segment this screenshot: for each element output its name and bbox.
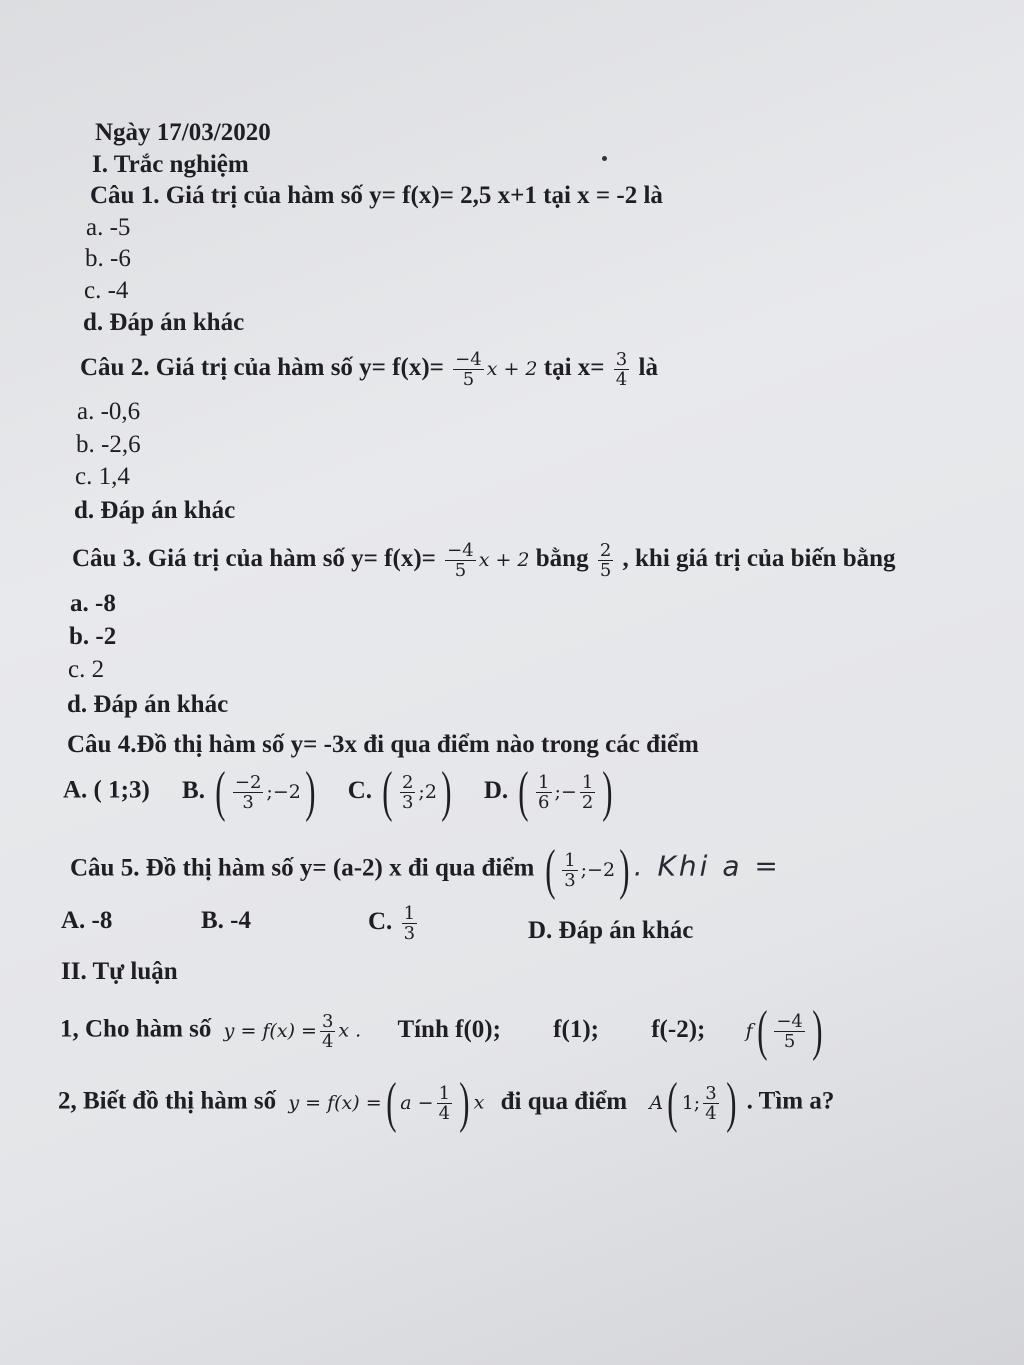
fraction-numerator: 1 [538,771,550,793]
fraction-denominator: 4 [615,369,628,390]
fraction-numerator: 1 [403,903,416,924]
fraction-numerator: 2 [599,540,612,561]
question-5-point: ( $\frac{1}{3}$ ;−2 ) [544,839,630,901]
fraction-denominator: 4 [705,1102,717,1124]
fraction-numerator: −2 [234,771,262,793]
question-2-x-value [614,350,629,389]
question-5-option-b: B. -4 [201,907,251,934]
point-first: 1; [681,1092,701,1114]
question-3-option-a: a. -8 [70,590,116,617]
fraction-denominator: 5 [599,560,612,581]
ink-dot [602,156,607,161]
question-1-option-a: a. -5 [86,214,131,241]
question-4-option-d-label: D. [483,776,509,804]
fraction-numerator: −4 [455,349,482,370]
point-fraction [580,773,595,812]
question-2-option-d: d. Đáp án khác [74,497,236,524]
date-line: Ngày 17/03/2020 [95,119,271,146]
fraction-numerator: 1 [564,849,576,871]
fraction-numerator: 1 [438,1082,451,1104]
fraction-denominator: 3 [564,869,576,891]
exercise-1-prefix: 1, Cho hàm số [60,1015,212,1043]
point-fraction [562,851,577,890]
question-4-option-a: A. ( 1;3) [63,776,150,804]
exercise-1 [60,1000,827,1062]
fraction-denominator: 5 [783,1030,796,1052]
coefficient-a-minus: a − [400,1092,434,1114]
question-4-option-d-point: ( $\frac{1}{6}$ ;− $\frac{1}{2}$ ) [518,761,613,823]
question-3-option-c: c. 2 [68,656,105,683]
question-4-option-b-point: ( $\frac{-2}{3}$ ;−2 ) [215,761,316,823]
question-4-option-c-label: C. [347,776,373,804]
fraction-numerator: 2 [401,771,414,793]
exercise-1-formula: y = f(x) = [223,1019,317,1042]
question-5-text [70,839,781,901]
fraction-numerator: 3 [615,349,628,370]
question-5-option-c-fraction [402,904,417,943]
exercise-2 [58,1072,835,1134]
exercise-2-end: . Tìm a? [746,1087,835,1115]
exercise-1-compute-f1: f(1); [553,1015,599,1043]
question-3-option-b: b. -2 [69,623,117,650]
point-fraction [233,773,264,812]
question-1-option-c: c. -4 [84,277,129,304]
fraction-denominator: 5 [462,369,475,390]
argument-fraction [774,1012,805,1051]
question-3-tail: x + 2 [478,549,530,572]
question-1-option-d: d. Đáp án khác [83,309,245,336]
fraction-denominator: 2 [581,791,594,813]
exercise-2-mid: đi qua điểm [500,1087,628,1115]
fraction-numerator: −4 [447,540,474,561]
exercise-2-prefix: 2, Biết đồ thị hàm số [58,1087,277,1115]
exercise-2-point-label: A [649,1091,664,1114]
exercise-2-x: x [473,1091,485,1114]
question-3-option-d: d. Đáp án khác [67,691,229,718]
question-5-option-c-label: C. [368,908,393,936]
question-4-options [63,761,617,823]
exercise-2-coefficient: ( a − $\frac{1}{4}$ ) [385,1072,470,1134]
fraction-numerator: 3 [705,1082,717,1104]
question-5-option-c [368,904,420,943]
exercise-1-compute-fminus2: f(-2); [651,1015,706,1043]
question-5-option-d: D. Đáp án khác [528,917,694,944]
question-2-prefix: Câu 2. Giá trị của hàm số y= f(x)= [80,354,444,382]
section-multiple-choice-heading: I. Trắc nghiệm [92,151,249,178]
question-2-mid: tại x= [543,354,605,382]
question-3-fraction [445,541,476,580]
fraction-numerator: 1 [581,771,594,793]
point-fraction [703,1084,718,1123]
question-2-option-c: c. 1,4 [75,463,130,490]
question-3-value [598,541,613,580]
fraction-denominator: 6 [538,791,550,813]
question-4-text: Câu 4.Đồ thị hàm số y= -3x đi qua điểm nào trong các điểm [67,731,699,758]
question-5-option-a: A. -8 [61,907,113,934]
question-2-text [80,350,658,389]
question-3-end: , khi giá trị của biến bằng [622,545,896,573]
question-4-option-c-point: ( $\frac{2}{3}$ ;2 ) [382,761,452,823]
fraction-denominator: 3 [401,791,414,813]
question-2-option-a: a. -0,6 [77,398,141,425]
fraction-denominator: 3 [242,791,254,813]
handwritten-note: . Khi a = [633,849,781,883]
question-3-mid: bằng [535,545,589,573]
question-2-fraction [453,350,484,389]
point-fraction [536,773,551,812]
exercise-1-f-label: f [745,1019,753,1042]
question-3-prefix: Câu 3. Giá trị của hàm số y= f(x)= [72,545,436,573]
exercise-1-fraction [320,1012,335,1051]
point-fraction [400,773,415,812]
point-rest: ;−2 [266,781,301,803]
fraction-denominator: 4 [438,1102,451,1124]
coefficient-fraction [437,1084,452,1123]
exercise-2-point: ( 1; $\frac{3}{4}$ ) [667,1072,737,1134]
question-2-end: là [638,354,658,382]
question-5-prefix: Câu 5. Đồ thị hàm số y= (a-2) x đi qua điểm [70,854,535,882]
question-1-option-b: b. -6 [85,245,131,272]
point-separator: ;− [554,781,577,803]
point-rest: ;−2 [580,859,616,881]
exercise-1-tail: x . [338,1019,362,1042]
fraction-denominator: 5 [454,560,467,581]
question-3-text [72,541,896,580]
exercise-2-formula: y = f(x) = [288,1091,382,1114]
exercise-1-compute-f0: Tính f(0); [397,1015,501,1043]
question-4-option-b-label: B. [182,776,205,804]
fraction-denominator: 4 [321,1030,334,1052]
point-rest: ;2 [418,781,437,803]
question-2-option-b: b. -2,6 [76,431,141,458]
section-essay-heading: II. Tự luận [61,958,178,985]
question-1-text: Câu 1. Giá trị của hàm số y= f(x)= 2,5 x+1 tại x = -2 là [90,182,663,209]
fraction-numerator: 3 [321,1010,334,1032]
fraction-denominator: 3 [403,923,416,944]
exercise-1-f-argument: ( $\frac{-4}{5}$ ) [756,1000,823,1062]
fraction-numerator: −4 [776,1010,803,1032]
question-2-tail: x + 2 [486,358,538,381]
